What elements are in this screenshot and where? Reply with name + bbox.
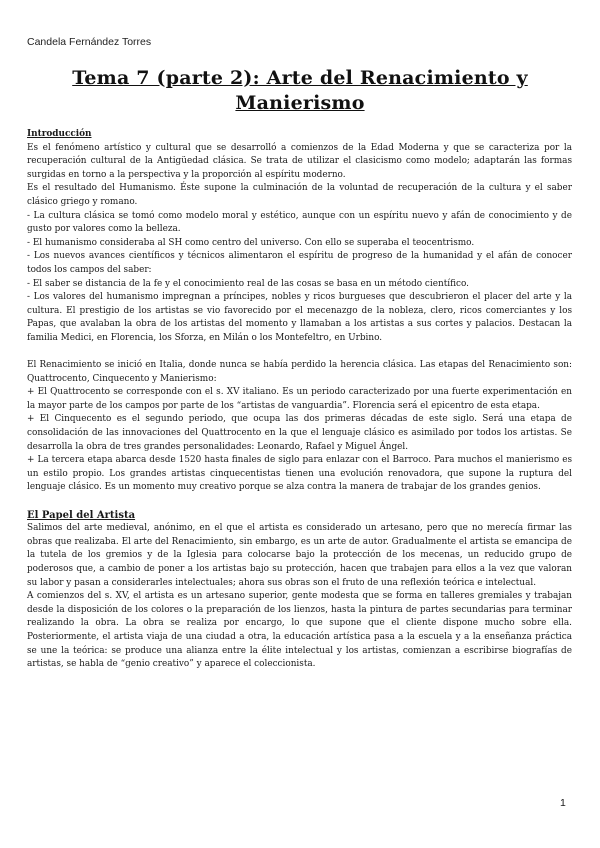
section-heading-introduccion: Introducción — [27, 129, 92, 139]
page-number: 1 — [560, 797, 566, 809]
document-body — [27, 128, 572, 672]
list-item: - El humanismo consideraba al SH como centro del universo. Con ello se superaba el teocentrismo. — [27, 237, 475, 248]
paragraph: El Renacimiento se inició en Italia, donde nunca se había perdido la herencia clásica. Las etapas del Renacimiento son: Quattrocento, Cinquecento y Manierismo: — [27, 360, 572, 384]
paragraph: Es el fenómeno artístico y cultural que se desarrolló a comienzos de la Edad Moderna y que se caracteriza por la recuperación cultural de la Antigüedad clásica. Se trata de utilizar el clasicismo como modelo; adaptarán las formas surgidas en torno a la perspectiva y la proporción al espíritu moderno. — [27, 142, 572, 180]
list-item: + La tercera etapa abarca desde 1520 hasta finales de siglo para enlazar con el Barroco. Para muchos el manierismo es un estilo propio. Los grandes artistas cinquecentistas tienen una evolución renovadora, que supone la ruptura del lenguaje clásico. Es un momento muy creativo porque se alza contra la manera de trabajar de los grandes genios. — [27, 455, 572, 493]
list-item: - El saber se distancia de la fe y el conocimiento real de las cosas se basa en un método científico. — [27, 278, 469, 289]
list-item: - Los valores del humanismo impregnan a príncipes, nobles y ricos burgueses que descubrieron el placer del arte y la cultura. El prestigio de los artistas se vio favorecido por el mecenazgo de la nobleza, clero, ricos comerciantes y los Papas, que avalaban la obra de los artistas del momento y llamaban a los artistas a sus cortes y palacios. Destacan la familia Medici, en Florencia, los Sforza, en Milán o los Montefeltro, en Urbino. — [27, 292, 572, 343]
paragraph: A comienzos del s. XV, el artista es un artesano superior, gente modesta que se forma en talleres gremiales y trabajan desde la disposición de los colores o la preparación de los lienzos, hasta la pintura de partes secundarias para terminar realizando la obra. La obra se realiza por encargo, lo que supone que el cliente dispone mucho sobre ella. Posteriormente, el artista viaja de una ciudad a otra, la educación artística pasa a la escuela y a la enseñanza práctica se une la teórica: se produce una alianza entre la élite intelectual y los artistas, comienzan a escribirse biografías de artistas, se habla de “genio creativo” y aparece el coleccionista. — [27, 591, 572, 670]
spacer — [27, 346, 572, 360]
paragraph: Es el resultado del Humanismo. Éste supone la culminación de la voluntad de recuperación de la cultura y el saber clásico griego y romano. — [27, 183, 572, 207]
section-heading-papel-artista: El Papel del Artista — [27, 509, 136, 521]
list-item: - La cultura clásica se tomó como modelo moral y estético, aunque con un espíritu nuevo y afán de conocimiento y de gusto por valores como la belleza. — [27, 210, 572, 235]
list-item: + El Quattrocento se corresponde con el s. XV italiano. Es un periodo caracterizado por una fuerte experimentación en la mayor parte de los campos por parte de los “artistas de vanguardia”. Florencia será el epicentro de esta etapa. — [27, 387, 572, 411]
paragraph: Salimos del arte medieval, anónimo, en el que el artista es considerado un artesano, pero que no merecía firmar las obras que realizaba. El arte del Renacimiento, sin embargo, es un arte de autor. Gradualmente el artista se emancipa de la tutela de los gremios y de la Iglesia para colocarse bajo la protección de los mecenas, un reducido grupo de poderosos que, a cambio de poner a los artistas bajo su protección, hacen que trabajen para ellos a la vez que valoran su labor y pasan a considerarles intelectuales; ahora sus obras son el fruto de una reflexión teórica e intelectual. — [27, 523, 572, 588]
author-name: Candela Fernández Torres — [27, 36, 152, 48]
page-title: Tema 7 (parte 2): Arte del Renacimiento y Manierismo — [72, 67, 528, 114]
list-item: + El Cinquecento es el segundo periodo, que ocupa las dos primeras décadas de este siglo. Será una etapa de consolidación de las innovaciones del Quattrocento en la que el lenguaje clásico es asimilado por todos los artistas. Se desarrolla la obra de tres grandes personalidades: Leonardo, Rafael y Miguel Ángel. — [27, 414, 572, 452]
list-item: - Los nuevos avances científicos y técnicos alimentaron el espíritu de progreso de la humanidad y el afán de conocer todos los campos del saber: — [27, 251, 572, 275]
spacer — [27, 495, 572, 509]
